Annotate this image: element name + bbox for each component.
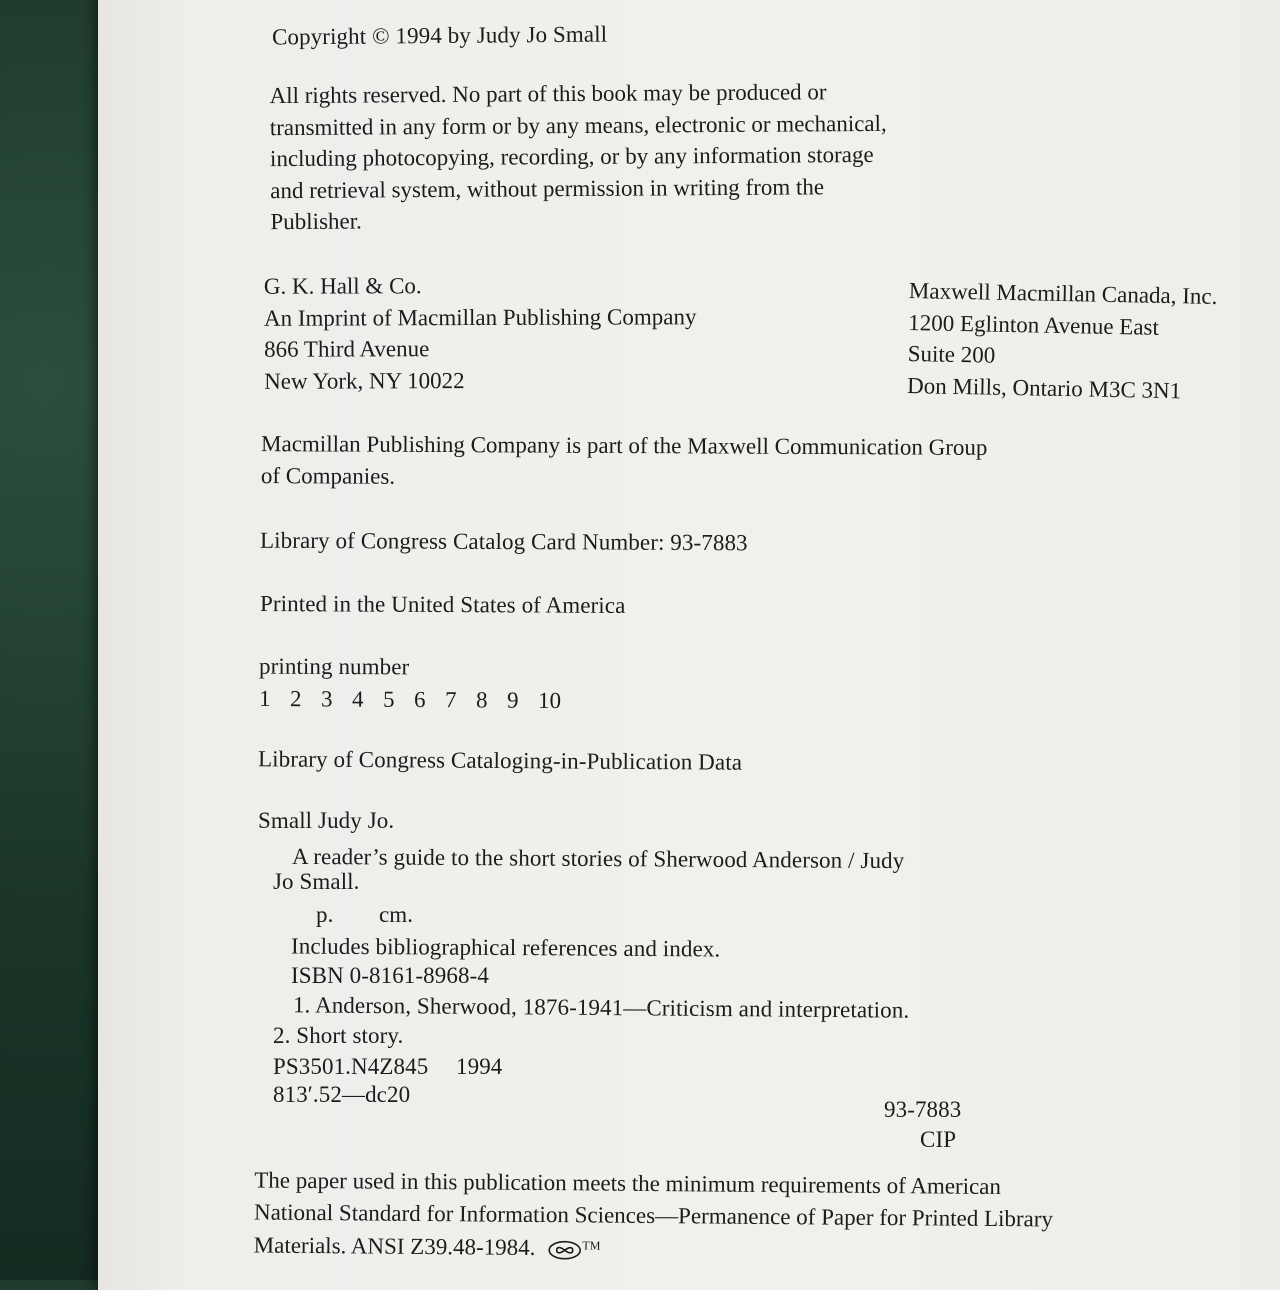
printing-number-label: printing number bbox=[258, 653, 410, 680]
copyright-line: Copyright © 1994 by Judy Jo Small bbox=[271, 21, 608, 50]
cip-record-number: 93-7883 bbox=[884, 1097, 962, 1122]
background-cloth bbox=[0, 0, 110, 1280]
printing-number: 5 bbox=[382, 686, 395, 712]
publisher-us-line: An Imprint of Macmillan Publishing Company bbox=[263, 303, 697, 331]
paper-note-line: The paper used in this publication meets the minimum requirements of American bbox=[254, 1167, 1002, 1200]
cip-lc-year: 1994 bbox=[456, 1054, 503, 1079]
cip-pages: p. bbox=[316, 902, 334, 927]
cip-title: A reader’s guide to the short stories of Sherwood Anderson / Judy bbox=[291, 843, 905, 874]
group-note bbox=[261, 428, 988, 495]
rights-line: Publisher. bbox=[270, 208, 362, 235]
cip-heading: Library of Congress Cataloging-in-Publication Data bbox=[257, 746, 743, 775]
printing-number: 4 bbox=[351, 686, 364, 712]
cip-lc-class: PS3501.N4Z845 bbox=[273, 1054, 429, 1079]
publisher-us-address bbox=[264, 269, 697, 397]
rights-line: and retrieval system, without permission in writing from the bbox=[270, 173, 825, 203]
publisher-ca-line: Suite 200 bbox=[907, 341, 996, 368]
publisher-us-line: 866 Third Avenue bbox=[264, 336, 430, 362]
group-note-line: of Companies. bbox=[260, 462, 396, 489]
publisher-ca-line: Maxwell Macmillan Canada, Inc. bbox=[908, 278, 1218, 309]
publisher-canada-address bbox=[907, 275, 1218, 407]
printing-number: 6 bbox=[413, 687, 426, 713]
printing-number: 3 bbox=[320, 686, 333, 712]
printing-number: 1 bbox=[258, 685, 271, 711]
paper-note-line: National Standard for Information Sciences—Permanence of Paper for Printed Library bbox=[253, 1199, 1054, 1231]
printing-number: 2 bbox=[289, 686, 302, 712]
cip-title-continued: Jo Small. bbox=[273, 869, 360, 894]
publisher-ca-line: 1200 Eglinton Avenue East bbox=[908, 309, 1160, 340]
cip-dewey: 813′.52—dc20 bbox=[273, 1082, 411, 1107]
publisher-ca-line: Don Mills, Ontario M3C 3N1 bbox=[906, 372, 1182, 403]
cip-tag: CIP bbox=[920, 1127, 957, 1152]
rights-notice bbox=[269, 76, 887, 238]
cip-author: Small Judy Jo. bbox=[258, 808, 395, 833]
printed-in: Printed in the United States of America bbox=[259, 591, 626, 618]
cip-subject-2: 2. Short story. bbox=[273, 1023, 404, 1048]
cip-isbn: ISBN 0-8161-8968-4 bbox=[291, 963, 489, 988]
printing-number-sequence bbox=[259, 683, 569, 717]
printing-number: 7 bbox=[444, 687, 457, 713]
printing-number: 9 bbox=[506, 687, 519, 713]
cip-dimensions: cm. bbox=[379, 902, 414, 927]
rights-line: transmitted in any form or by any means, electronic or mechanical, bbox=[269, 110, 887, 140]
infinity-permanence-icon bbox=[547, 1240, 581, 1260]
publisher-us-line: New York, NY 10022 bbox=[264, 367, 465, 394]
cip-subject-1: 1. Anderson, Sherwood, 1876-1941—Criticism and interpretation. bbox=[292, 992, 910, 1023]
rights-line: All rights reserved. No part of this book may be produced or bbox=[269, 79, 827, 109]
paper-permanence-note bbox=[254, 1165, 1054, 1268]
group-note-line: Macmillan Publishing Company is part of the Maxwell Communication Group bbox=[261, 431, 988, 460]
paper-note-last-line bbox=[254, 1228, 1053, 1268]
paper-note-line: Materials. ANSI Z39.48-1984. bbox=[253, 1232, 536, 1260]
rights-line: including photocopying, recording, or by any information storage bbox=[269, 141, 874, 172]
printing-number: 10 bbox=[537, 687, 562, 714]
lccn: Library of Congress Catalog Card Number: 93-7883 bbox=[259, 527, 748, 556]
cip-includes: Includes bibliographical references and index. bbox=[290, 933, 721, 962]
trademark-symbol: TM bbox=[582, 1238, 601, 1253]
publisher-us-line: G. K. Hall & Co. bbox=[263, 273, 422, 299]
printing-number: 8 bbox=[475, 687, 488, 713]
